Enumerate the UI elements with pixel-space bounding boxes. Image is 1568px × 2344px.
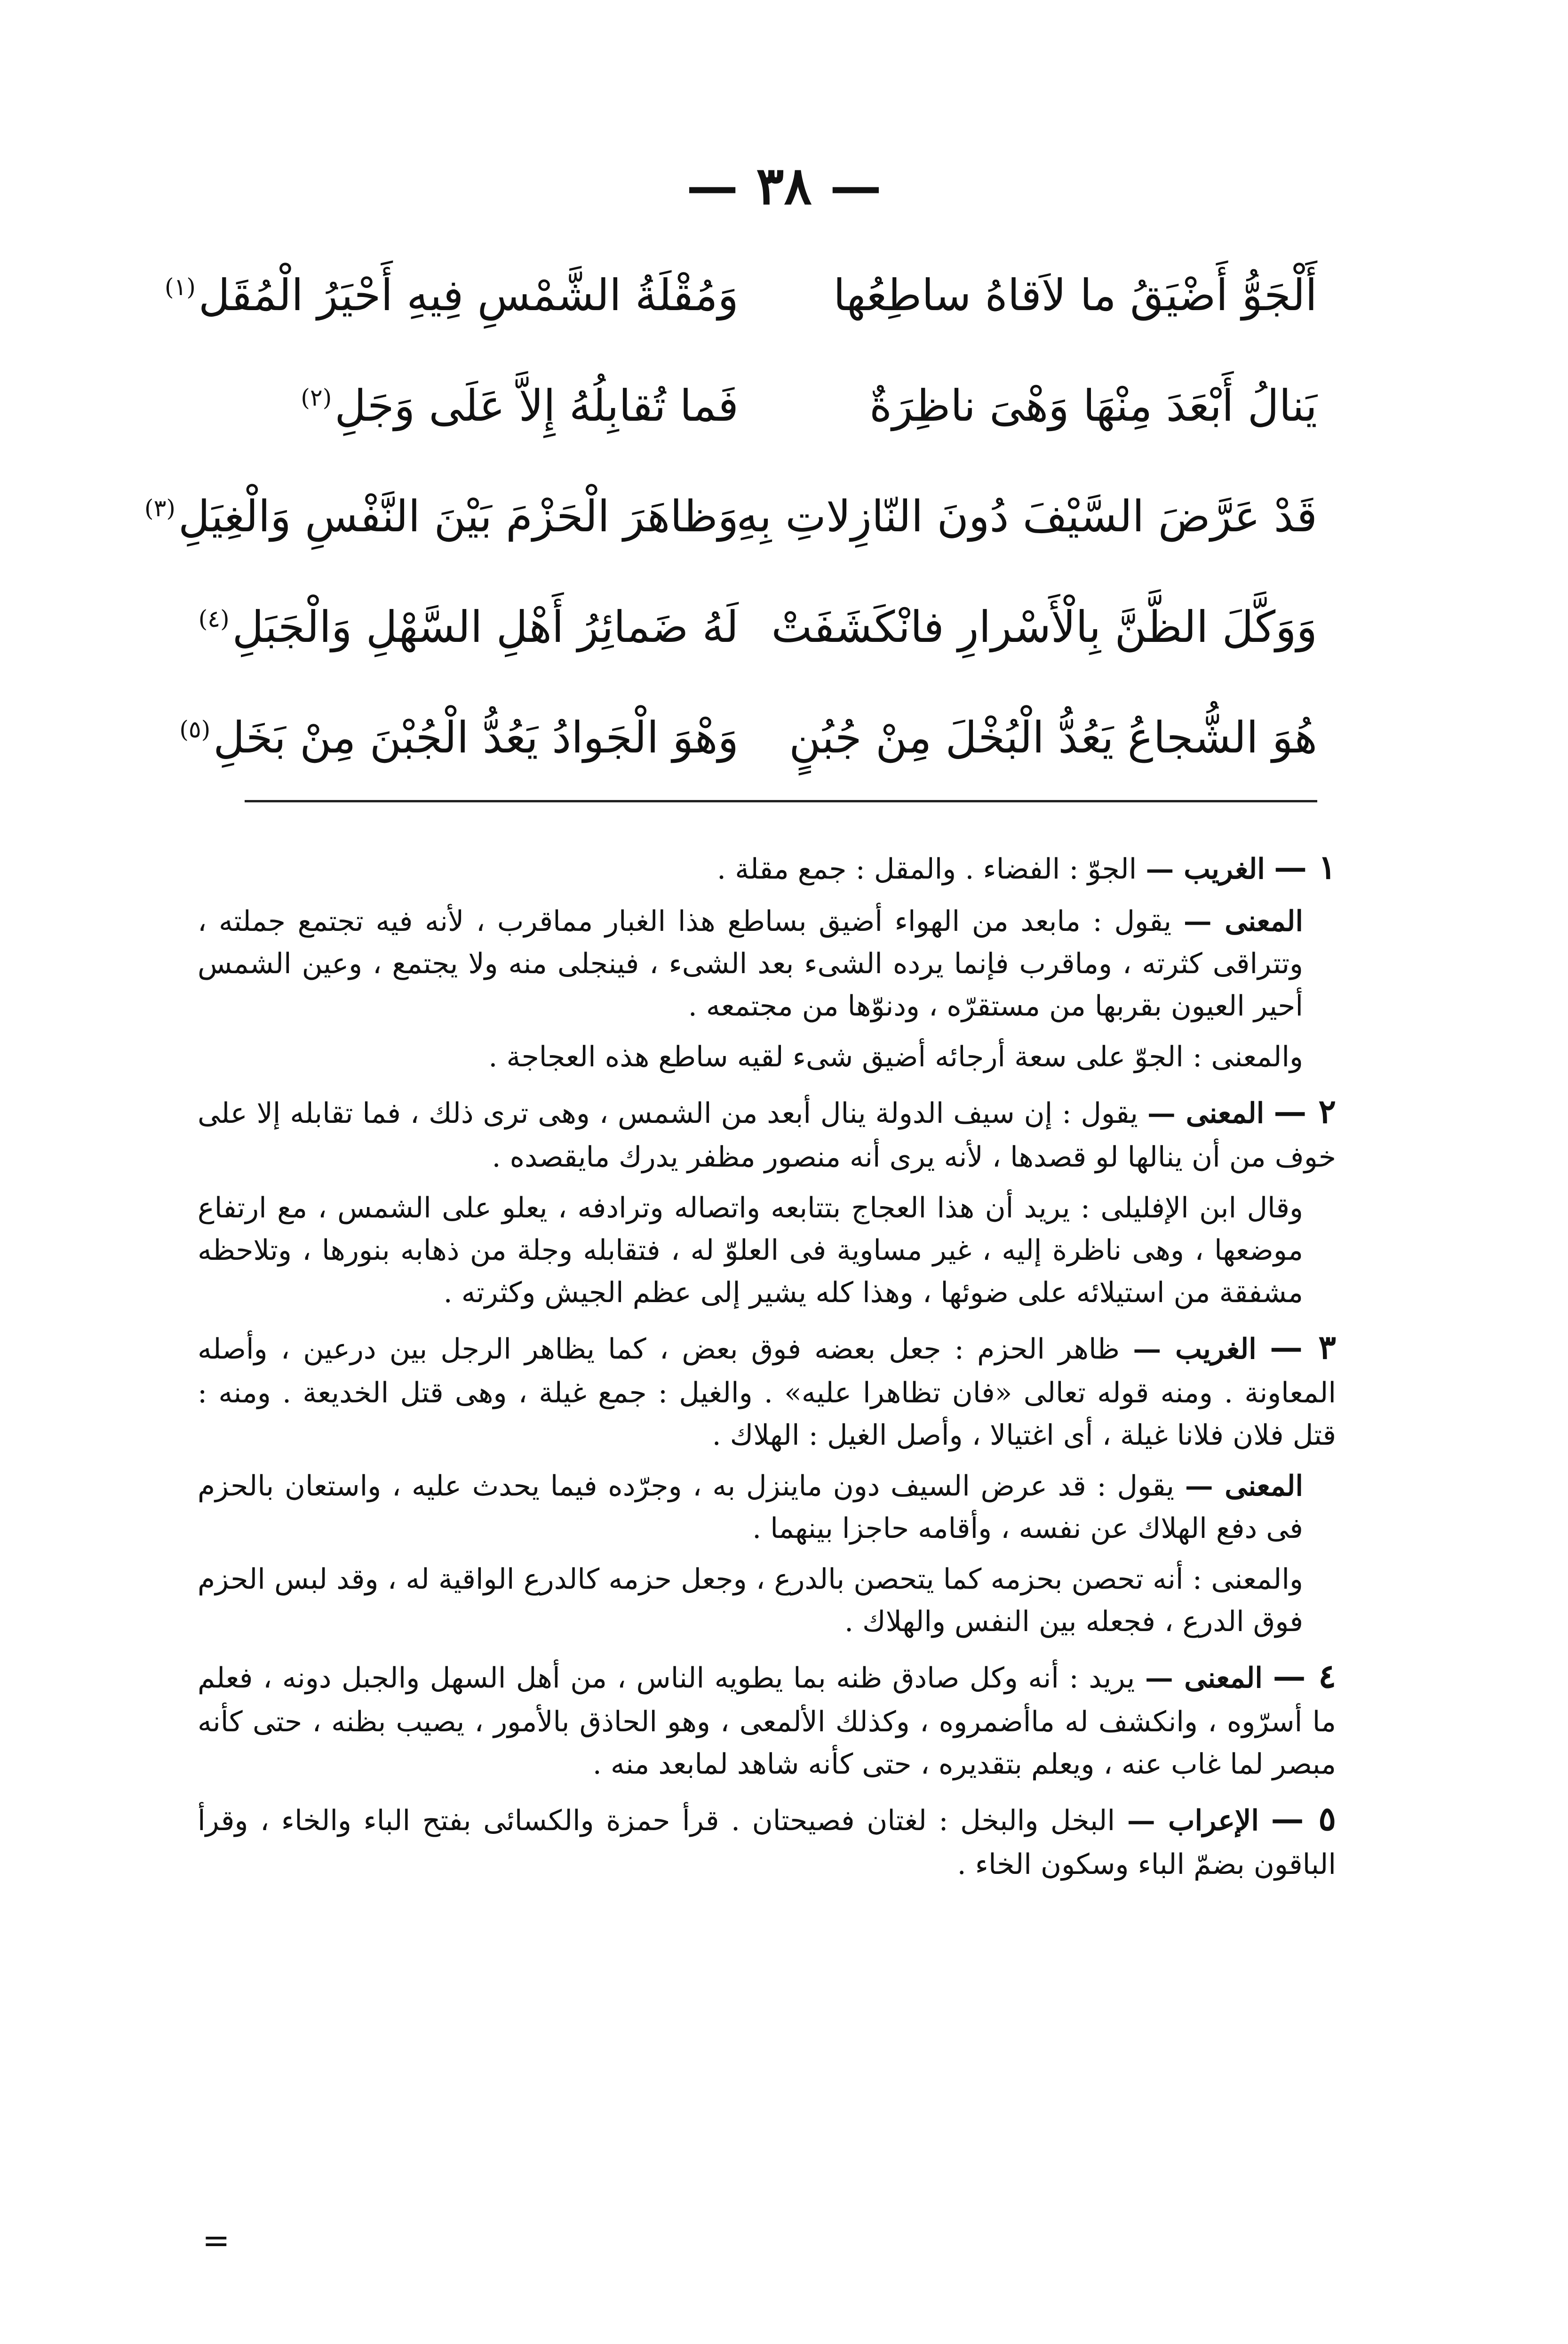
- commentary-para-10: [198, 1794, 1336, 1886]
- note-number: ٥ —: [1271, 1799, 1336, 1838]
- commentary-para-8: [198, 1558, 1336, 1643]
- note-heading: الغريب —: [1146, 853, 1265, 886]
- note-heading: الإعراب —: [1127, 1804, 1259, 1837]
- continuation-mark: =: [202, 2221, 230, 2260]
- verse-2-second-hemistich: [221, 381, 739, 431]
- commentary-para-9: [198, 1651, 1336, 1785]
- note-heading: المعنى —: [1183, 905, 1303, 938]
- verse-4-second-hemistich: [198, 602, 739, 652]
- verse-1-second-text: وَمُقْلَةُ الشَّمْسِ فِيهِ أَحْيَرُ الْمُقَل: [198, 270, 739, 320]
- verse-5-first-hemistich: هُوَ الشُّجاعُ يَعُدُّ الْبُخْلَ مِنْ جُبُنٍ: [789, 712, 1317, 763]
- verse-3: [144, 461, 1317, 572]
- note-number: ٣ —: [1269, 1328, 1337, 1367]
- commentary-para-7: [198, 1465, 1336, 1550]
- verse-4-footnote-marker: (٤): [198, 605, 230, 633]
- page-number: — ٣٨ —: [686, 155, 882, 216]
- note-text: يقول : مابعد من الهواء أضيق بساطع هذا الغبار مماقرب ، لأنه فيه تجتمع جملته ، وتتراقى كثرته ، وماقرب فإنما يرده الشىء بعد الشىء ، فينجلى منه ولا يجتمع ، وعين الشمس أحير العيون بقربها من مستقرّه ، ودنوّها من مجتمعه .: [198, 905, 1303, 1023]
- verse-4-first-hemistich: وَوَكَّلَ الظَّنَّ بِالْأَسْرارِ فانْكَشَفَتْ: [771, 602, 1317, 652]
- commentary-para-2: [198, 900, 1336, 1027]
- note-heading: المعنى —: [1185, 1470, 1304, 1503]
- commentary-para-4: [198, 1087, 1336, 1178]
- note-text: الجوّ : الفضاء . والمقل : جمع مقلة .: [717, 853, 1137, 886]
- note-text: والمعنى : أنه تحصن بحزمه كما يتحصن بالدرع ، وجعل حزمه كالدرع الواقية له ، وقد لبس الحزم فوق الدرع ، فجعله بين النفس والهلاك .: [198, 1563, 1303, 1638]
- verse-5: [179, 682, 1317, 793]
- verse-5-second-text: وَهْوَ الْجَوادُ يَعُدُّ الْجُبْنَ مِنْ بَخَلِ: [213, 712, 739, 763]
- note-text: يقول : إن سيف الدولة ينال أبعد من الشمس ، وهى ترى ذلك ، فما تقابله إلا على خوف من أن ينالها لو قصدها ، لأنه يرى أنه منصور مظفر يدرك مايقصده .: [198, 1097, 1336, 1174]
- commentary-para-1: [198, 842, 1336, 892]
- note-text: يريد : أنه وكل صادق ظنه بما يطويه الناس ، من أهل السهل والجبل دونه ، فعلم ما أسرّوه ، وانكشف له ماأضمروه ، وكذلك الألمعى ، وهو الحاذق بالأمور ، يصيب بظنه ، حتى كأنه مبصر لما غاب عنه ، ويعلم بتقديره ، حتى كأنه شاهد لمابعد منه .: [198, 1662, 1336, 1781]
- note-heading: الغريب —: [1133, 1333, 1257, 1366]
- verse-1: [164, 240, 1317, 351]
- commentary-para-5: [198, 1187, 1336, 1314]
- verse-5-second-hemistich: [179, 712, 739, 763]
- commentary-para-6: [198, 1322, 1336, 1456]
- commentary: [198, 842, 1336, 1894]
- note-text: والمعنى : الجوّ على سعة أرجائه أضيق شىء لقيه ساطع هذه العجاجة .: [488, 1040, 1303, 1073]
- poem: [144, 240, 1317, 793]
- verse-2-footnote-marker: (٢): [301, 384, 332, 412]
- separator-rule: [245, 800, 1317, 802]
- verse-4: [198, 572, 1317, 682]
- verse-3-footnote-marker: (٣): [144, 495, 175, 522]
- verse-2-second-text: فَما تُقابِلُهُ إِلاَّ عَلَى وَجَلِ: [334, 381, 739, 431]
- note-heading: المعنى —: [1145, 1662, 1263, 1695]
- note-heading: المعنى —: [1147, 1097, 1265, 1130]
- verse-5-footnote-marker: (٥): [179, 716, 211, 744]
- verse-1-second-hemistich: [164, 270, 739, 320]
- verse-2: [221, 351, 1317, 461]
- verse-4-second-text: لَهُ ضَمائِرُ أَهْلِ السَّهْلِ وَالْجَبَلِ: [232, 602, 739, 652]
- note-text: وقال ابن الإفليلى : يريد أن هذا العجاج بتتابعه واتصاله وترادفه ، يعلو على الشمس ، مع ارتفاع موضعها ، وهى ناظرة إليه ، غير مساوية فى العلوّ له ، فتقابله وجلة من ذهابه بنورها ، وتلاحظه مشفقة من استيلائه على ضوئها ، وهذا كله يشير إلى عظم الجيش وكثرته .: [198, 1192, 1303, 1309]
- verse-3-second-text: وَظاهَرَ الْحَزْمَ بَيْنَ النَّفْسِ وَالْغِيَلِ: [178, 491, 739, 542]
- verse-1-first-hemistich: أَلْجَوُّ أَضْيَقُ ما لاَقاهُ ساطِعُها: [833, 270, 1317, 320]
- verse-1-footnote-marker: (١): [164, 273, 196, 301]
- note-number: ٢ —: [1274, 1092, 1336, 1131]
- verse-2-first-hemistich: يَنالُ أَبْعَدَ مِنْهَا وَهْىَ ناظِرَةٌ: [869, 381, 1317, 431]
- verse-3-first-hemistich: قَدْ عَرَّضَ السَّيْفَ دُونَ النّازِلاتِ بِهِ: [736, 491, 1317, 542]
- verse-3-second-hemistich: [144, 491, 739, 542]
- note-text: البخل والبخل : لغتان فصيحتان . قرأ حمزة والكسائى بفتح الباء والخاء ، وقرأ الباقون بضمّ الباء وسكون الخاء .: [198, 1804, 1336, 1881]
- note-number: ١ —: [1274, 848, 1336, 887]
- note-number: ٤ —: [1273, 1656, 1336, 1696]
- commentary-para-3: [198, 1036, 1336, 1078]
- note-text: ظاهر الحزم : جعل بعضه فوق بعض ، كما يظاهر الرجل بين درعين ، وأصله المعاونة . ومنه قوله تعالى «فان تظاهرا عليه» . والغيل : جمع غيلة ، وهى قتل الخديعة . ومنه : قتل فلان فلانا غيلة ، أى اغتيالا ، وأصل الغيل : الهلاك .: [198, 1333, 1336, 1452]
- note-text: يقول : قد عرض السيف دون ماينزل به ، وجرّده فيما يحدث عليه ، واستعان بالحزم فى دفع الهلاك عن نفسه ، وأقامه حاجزا بينهما .: [198, 1470, 1303, 1545]
